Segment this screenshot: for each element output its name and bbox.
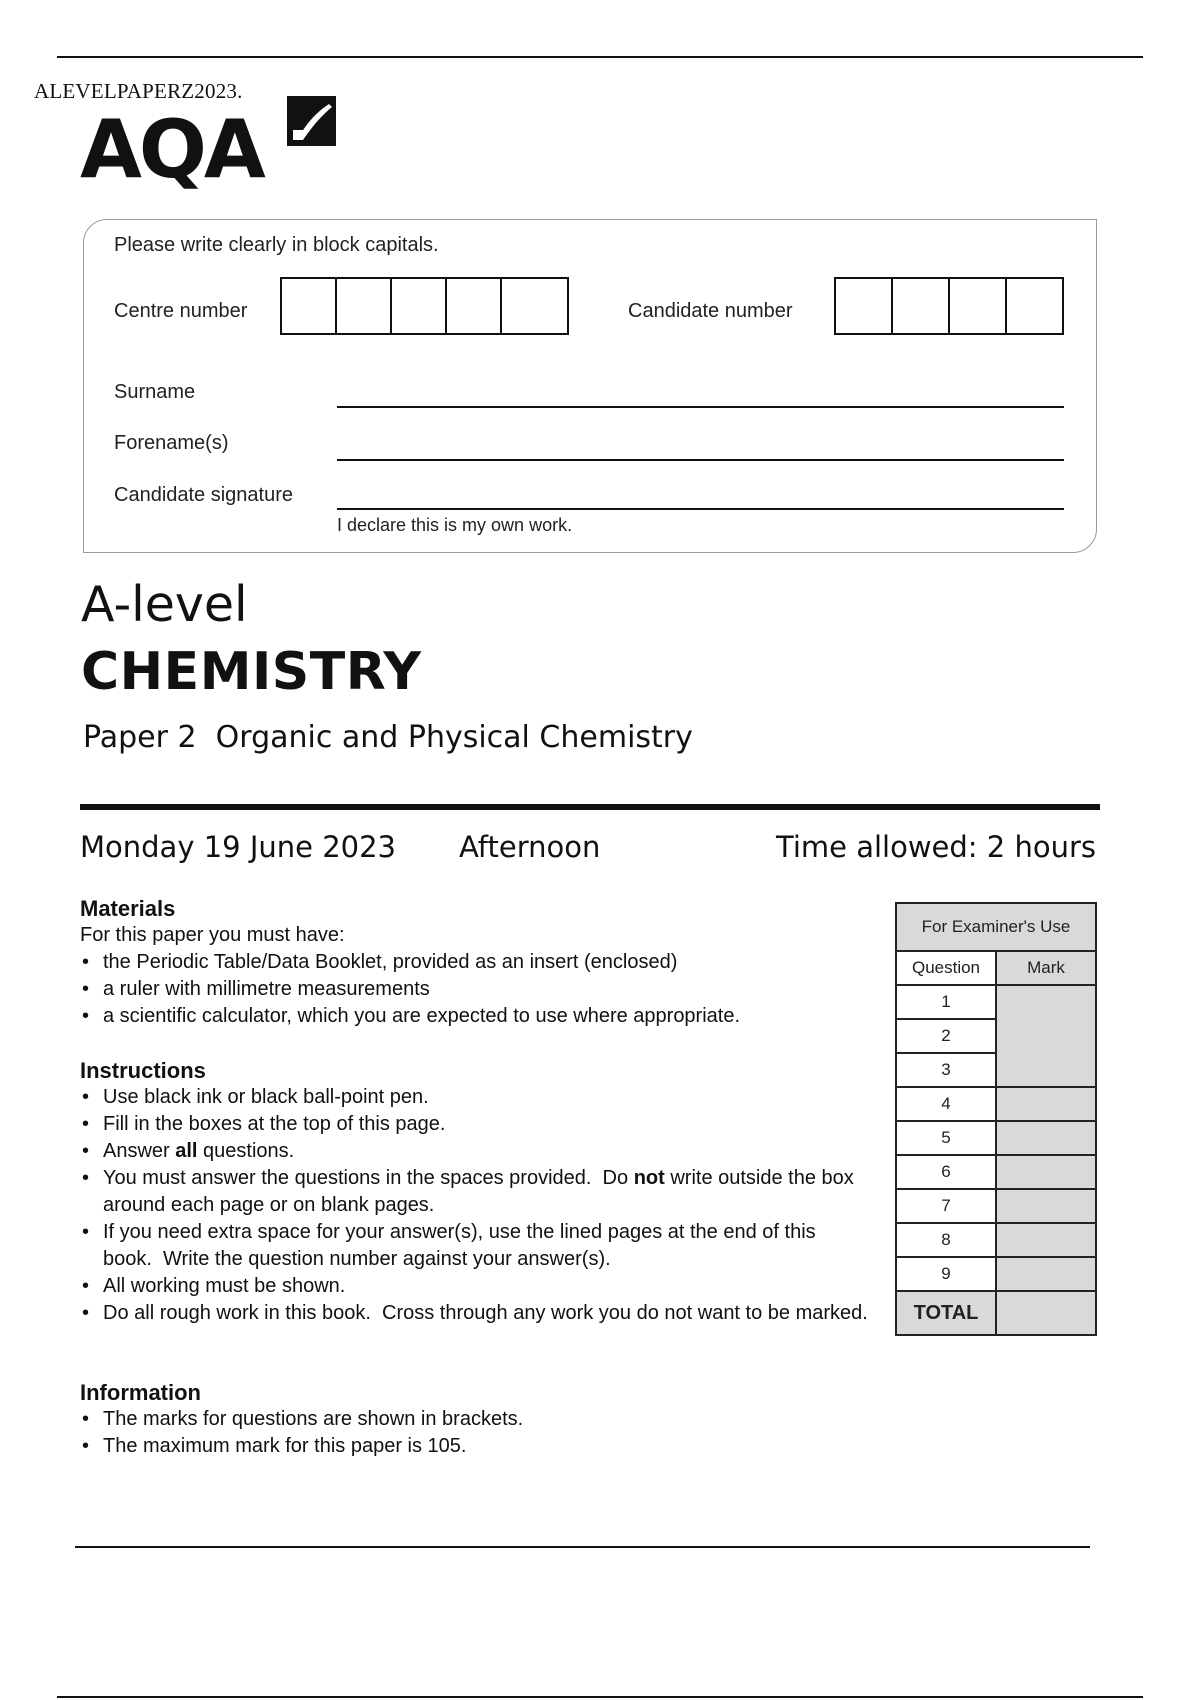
mark-column-header: Mark xyxy=(996,951,1096,985)
information-list xyxy=(80,1406,870,1460)
centre-number-boxes[interactable] xyxy=(280,277,569,335)
information-heading: Information xyxy=(80,1380,201,1405)
forename-field[interactable] xyxy=(337,459,1064,461)
examiner-use-table xyxy=(895,902,1097,1336)
list-item: • the Periodic Table/Data Booklet, provided as an insert (enclosed) xyxy=(80,949,880,976)
question-number: 6 xyxy=(896,1155,996,1189)
exam-date: Monday 19 June 2023 xyxy=(80,830,396,864)
time-allowed: Time allowed: 2 hours xyxy=(776,830,1096,864)
mark-cell[interactable] xyxy=(996,1155,1096,1189)
list-item: • Use black ink or black ball-point pen. xyxy=(80,1084,870,1111)
mark-cell[interactable] xyxy=(996,1257,1096,1291)
candidate-number-boxes[interactable] xyxy=(834,277,1064,335)
candidate-number-digit[interactable] xyxy=(950,279,1007,333)
information-section xyxy=(80,1380,870,1460)
candidate-number-digit[interactable] xyxy=(893,279,950,333)
candidate-number-digit[interactable] xyxy=(1007,279,1062,333)
aqa-logo-text: AQA xyxy=(80,103,263,196)
instructions-heading: Instructions xyxy=(80,1058,206,1083)
list-item: • Fill in the boxes at the top of this page. xyxy=(80,1111,870,1138)
list-item: • The marks for questions are shown in brackets. xyxy=(80,1406,870,1433)
subject-title: CHEMISTRY xyxy=(81,642,422,702)
declaration-text: I declare this is my own work. xyxy=(337,515,573,535)
list-item: • a ruler with millimetre measurements xyxy=(80,976,880,1003)
surname-field[interactable] xyxy=(337,406,1064,408)
list-item: • Answer all questions. xyxy=(80,1138,870,1165)
question-number: 5 xyxy=(896,1121,996,1155)
question-number: 4 xyxy=(896,1087,996,1121)
centre-number-digit[interactable] xyxy=(392,279,447,333)
mark-cell[interactable] xyxy=(996,1223,1096,1257)
watermark-text: ALEVELPAPERZ2023. xyxy=(34,79,243,103)
centre-number-digit[interactable] xyxy=(337,279,392,333)
list-item: • The maximum mark for this paper is 105. xyxy=(80,1433,870,1460)
top-rule xyxy=(57,56,1143,58)
materials-intro: For this paper you must have: xyxy=(80,924,345,946)
total-label: TOTAL xyxy=(896,1291,996,1335)
aqa-logo-icon xyxy=(283,92,340,150)
question-number: 1 xyxy=(896,985,996,1019)
materials-list xyxy=(80,949,880,1030)
examiner-use-title: For Examiner's Use xyxy=(896,903,1096,951)
list-item: • If you need extra space for your answer(s), use the lined pages at the end of this book. Write the question number against your answer(s). xyxy=(80,1219,870,1273)
mark-cell[interactable] xyxy=(996,1121,1096,1155)
surname-label: Surname xyxy=(114,381,196,403)
level-title: A-level xyxy=(81,576,248,633)
list-item: • You must answer the questions in the spaces provided. Do not write outside the box around each page or on blank pages. xyxy=(80,1165,870,1219)
paper-title: Paper 2 Organic and Physical Chemistry xyxy=(83,720,693,755)
centre-number-digit[interactable] xyxy=(447,279,502,333)
question-number: 3 xyxy=(896,1053,996,1087)
exam-session: Afternoon xyxy=(459,830,601,864)
signature-label: Candidate signature xyxy=(114,484,294,506)
bottom-rule xyxy=(75,1546,1090,1548)
list-item: • All working must be shown. xyxy=(80,1273,870,1300)
forename-label: Forename(s) xyxy=(114,432,229,454)
mark-cell[interactable] xyxy=(996,985,1096,1087)
centre-number-digit[interactable] xyxy=(282,279,337,333)
question-number: 9 xyxy=(896,1257,996,1291)
centre-number-digit[interactable] xyxy=(502,279,564,333)
question-number: 2 xyxy=(896,1019,996,1053)
page-bottom-rule xyxy=(57,1696,1143,1698)
total-mark-cell[interactable] xyxy=(996,1291,1096,1335)
question-column-header: Question xyxy=(896,951,996,985)
centre-number-label: Centre number xyxy=(114,300,248,322)
mark-cell[interactable] xyxy=(996,1087,1096,1121)
title-rule xyxy=(80,804,1100,810)
list-item: • a scientific calculator, which you are expected to use where appropriate. xyxy=(80,1003,880,1030)
question-number: 8 xyxy=(896,1223,996,1257)
candidate-number-label: Candidate number xyxy=(628,300,793,322)
materials-section xyxy=(80,896,880,1030)
candidate-number-digit[interactable] xyxy=(836,279,893,333)
instructions-section xyxy=(80,1058,870,1327)
signature-field[interactable] xyxy=(337,508,1064,510)
list-item: • Do all rough work in this book. Cross through any work you do not want to be marked. xyxy=(80,1300,870,1327)
mark-cell[interactable] xyxy=(996,1189,1096,1223)
instructions-list xyxy=(80,1084,870,1327)
materials-heading: Materials xyxy=(80,896,176,921)
question-number: 7 xyxy=(896,1189,996,1223)
block-capitals-instruction: Please write clearly in block capitals. xyxy=(114,234,439,256)
